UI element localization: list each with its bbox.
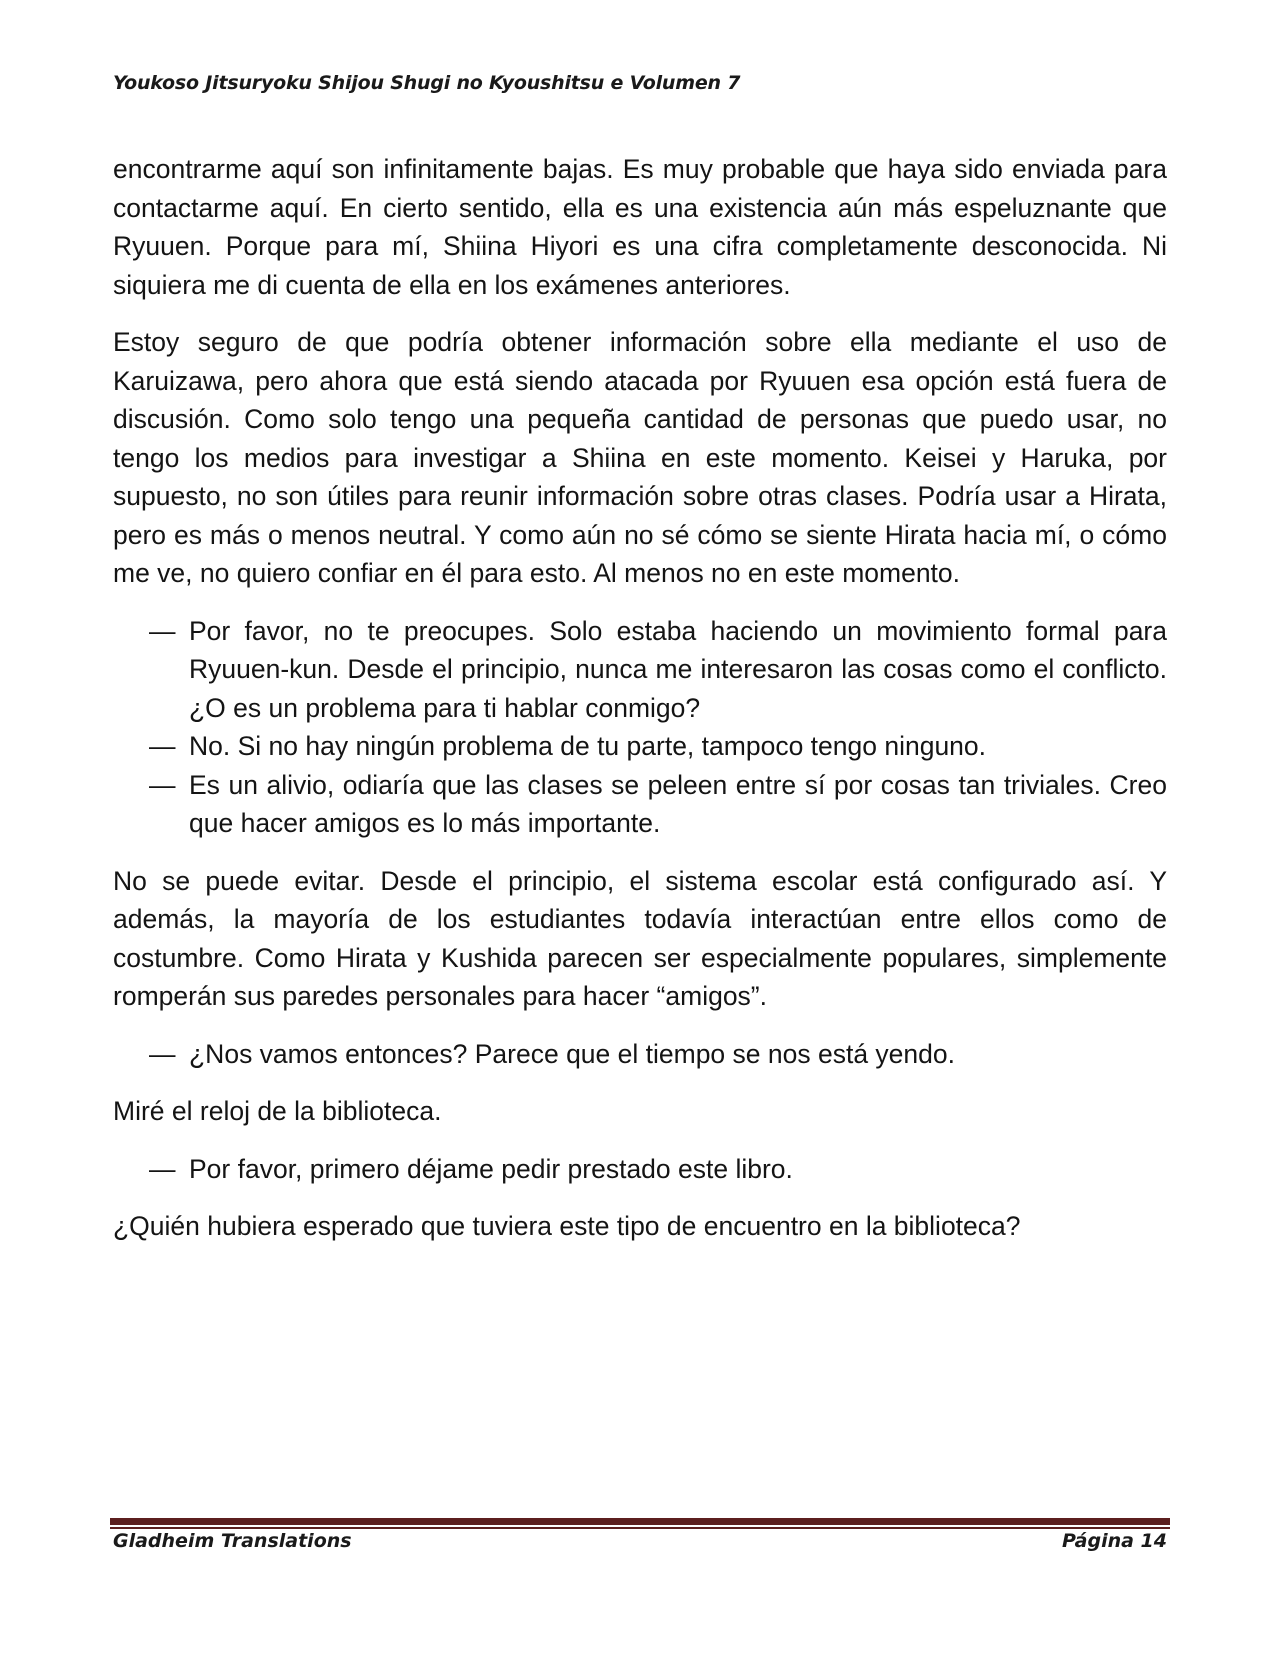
dialogue-block-3 xyxy=(113,1150,1167,1189)
dialogue-block-2 xyxy=(113,1035,1167,1074)
page-body xyxy=(113,150,1167,1265)
dialogue-text: ¿Nos vamos entonces? Parece que el tiempo se nos está yendo. xyxy=(189,1038,955,1069)
paragraph-5: ¿Quién hubiera esperado que tuviera este tipo de encuentro en la biblioteca? xyxy=(113,1211,1021,1241)
dialogue-line xyxy=(113,1150,1167,1189)
dialogue-text: Por favor, primero déjame pedir prestado este libro. xyxy=(189,1153,793,1184)
page-number: Página 14 xyxy=(1061,1530,1167,1552)
em-dash: — xyxy=(149,1038,176,1069)
paragraph-3: No se puede evitar. Desde el principio, el sistema escolar está configurado así. Y además, la mayoría de los estudiantes todavía interactúan entre ellos como de costumbre. Como Hirata y Kushida parecen ser especialmente populares, simplemente romperán sus paredes personales para hacer “amigos”. xyxy=(113,865,1167,1011)
em-dash: — xyxy=(149,769,176,800)
dialogue-text: No. Si no hay ningún problema de tu parte, tampoco tengo ninguno. xyxy=(189,731,987,761)
paragraph-1: encontrarme aquí son infinitamente bajas. Es muy probable que haya sido enviada para contactarme aquí. En cierto sentido, ella es una existencia aún más espeluznante que Ryuuen. Porque para mí, Shiina Hiyori es una cifra completamente desconocida. Ni siquiera me di cuenta de ella en los exámenes anteriores. xyxy=(113,154,1167,300)
dialogue-line xyxy=(113,1035,1167,1074)
dialogue-text: Por favor, no te preocupes. Solo estaba haciendo un movimiento formal para Ryuuen-kun. Desde el principio, nunca me interesaron las cosas como el conflicto. ¿O es un problema para ti hablar conmigo? xyxy=(189,615,1167,723)
footer-rule xyxy=(110,1518,1170,1525)
dialogue-line xyxy=(113,612,1167,728)
dialogue-text: Es un alivio, odiaría que las clases se peleen entre sí por cosas tan triviales. Creo que hacer amigos es lo más importante. xyxy=(189,769,1167,838)
footer-credit: Gladheim Translations xyxy=(113,1530,352,1552)
paragraph-2: Estoy seguro de que podría obtener información sobre ella mediante el uso de Karuizawa, pero ahora que está siendo atacada por Ryuuen esa opción está fuera de discusión. Como solo tengo una pequeña cantidad de personas que puedo usar, no tengo los medios para investigar a Shiina en este momento. Keisei y Haruka, por supuesto, no son útiles para reunir información sobre otras clases. Podría usar a Hirata, pero es más o menos neutral. Y como aún no sé cómo se siente Hirata hacia mí, o cómo me ve, no quiero confiar en él para esto. Al menos no en este momento. xyxy=(113,327,1167,588)
dialogue-line xyxy=(113,766,1167,843)
dialogue-block-1 xyxy=(113,612,1167,843)
em-dash: — xyxy=(149,1153,176,1184)
em-dash: — xyxy=(149,615,176,646)
dialogue-line xyxy=(113,727,1167,766)
em-dash: — xyxy=(149,731,176,761)
running-header: Youkoso Jitsuryoku Shijou Shugi no Kyoushitsu e Volumen 7 xyxy=(113,72,741,94)
paragraph-4: Miré el reloj de la biblioteca. xyxy=(113,1096,442,1126)
footer-rule-thin xyxy=(110,1527,1170,1529)
